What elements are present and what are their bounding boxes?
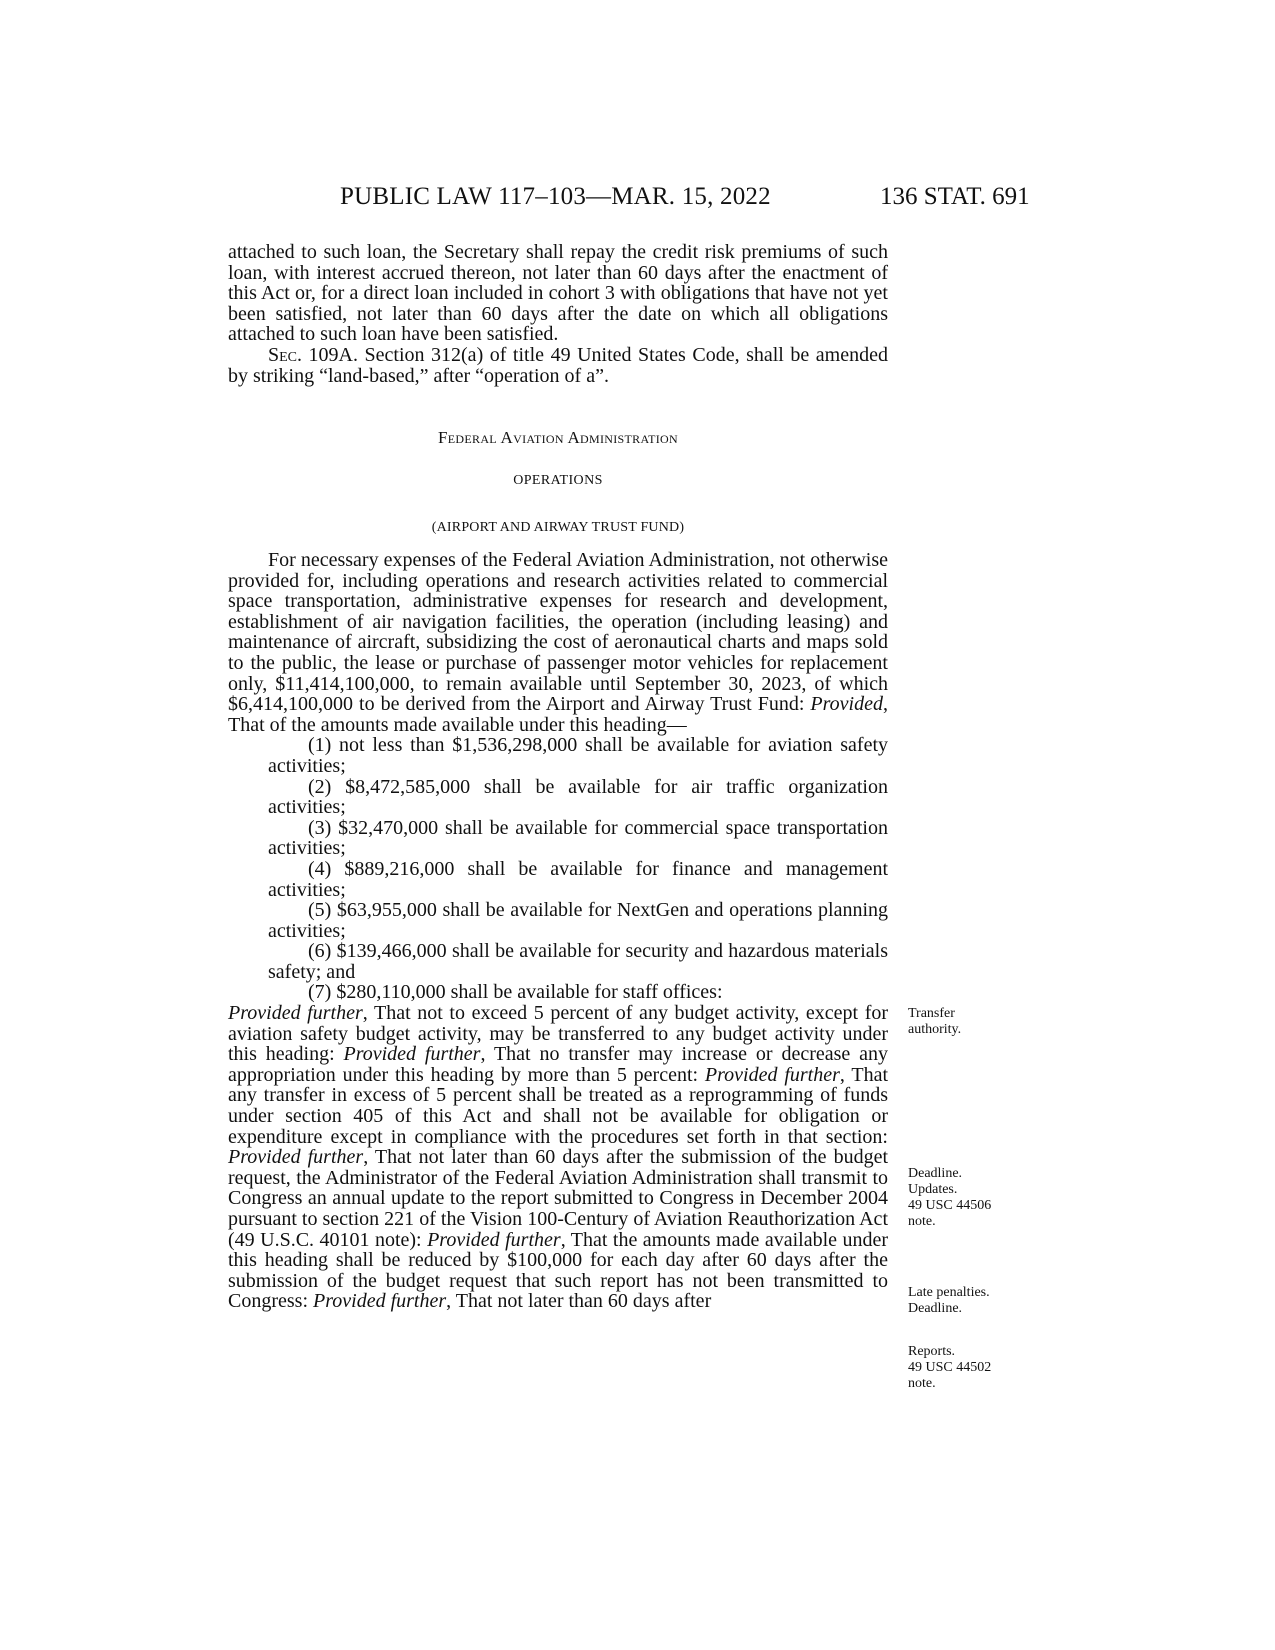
list-item: (3) $32,470,000 shall be available for commercial space transportation activities; (268, 816, 888, 860)
margin-note-reports: Reports. 49 USC 44502 note. (908, 1344, 992, 1391)
page-header-stat-reference: 136 STAT. 691 (880, 183, 1030, 210)
section-label: Sec. 109A. (268, 343, 358, 366)
list-item: (7) $280,110,000 shall be available for staff offices: (308, 981, 723, 1004)
appropriation-paragraph: For necessary expenses of the Federal Aviation Administration, not otherwise provided for, including operations and research activities related to commercial space transportation, administrative expenses for research and development, establishment of air navigation facilities, the operation (including leasing) and maintenance of aircraft, subsidizing the cost of aeronautical charts and maps sold to the public, the lease or purchase of passenger motor vehicles for replacement only, $11,414,100,000, to remain available until September 30, 2023, of which $6,414,100,000 to be derived from the Airport and Airway Trust Fund: Provided, That of the amounts made available under this heading— (228, 549, 888, 736)
list-item: (6) $139,466,000 shall be available for security and hazardous materials safety; and (268, 940, 888, 983)
intro-text (228, 242, 888, 386)
provisos-paragraph: Provided further, That not to exceed 5 percent of any budget activity, except for aviation safety budget activity, may be transferred to any budget activity under this heading: Provided further, That no transfer may increase or decrease any appropriation under this heading by more than 5 percent: Provided further, That any transfer in excess of 5 percent shall be treated as a reprogramming of funds under section 405 of this Act and shall not be available for obligation or expenditure except in compliance with the procedures set forth in that section: Provided further, That not later than 60 days after the submission of the budget request, the Administrator of the Federal Aviation Administration shall transmit to Congress an annual update to the report submitted to Congress in December 2004 pursuant to section 221 of the Vision 100-Century of Aviation Reauthorization Act (49 U.S.C. 40101 note): Provided further, That the amounts made available under this heading shall be reduced by $100,000 for each day after 60 days after the submission of the budget request that such report has not been transmitted to Congress: Provided further, That not later than 60 days after (228, 1002, 889, 1313)
margin-note-transfer-authority: Transfer authority. (908, 1006, 962, 1037)
list-item: (5) $63,955,000 shall be available for NextGen and operations planning activities; (268, 899, 888, 942)
section-109a-paragraph (228, 345, 888, 386)
account-heading: OPERATIONS (513, 473, 603, 488)
list-item: (2) $8,472,585,000 shall be available for air traffic organization activities; (268, 775, 888, 819)
page-header-title: PUBLIC LAW 117–103—MAR. 15, 2022 (340, 183, 771, 210)
agency-heading: Federal Aviation Administration (438, 428, 678, 447)
list-item: (4) $889,216,000 shall be available for finance and management activities; (268, 857, 888, 901)
continued-paragraph: attached to such loan, the Secretary shall repay the credit risk premiums of such loan, with interest accrued thereon, not later than 60 days after the enactment of this Act or, for a direct loan included in cohort 3 with obligations that have not yet been satisfied, not later than 60 days after the date on which all obligations attached to such loan have been satisfied. (228, 241, 888, 346)
margin-note-deadline-updates: Deadline. Updates. 49 USC 44506 note. (908, 1166, 992, 1229)
fund-heading: (AIRPORT AND AIRWAY TRUST FUND) (431, 520, 685, 535)
margin-note-late-penalties: Late penalties. Deadline. (908, 1285, 990, 1316)
operations-text (228, 550, 888, 1312)
list-item: (1) not less than $1,536,298,000 shall be available for aviation safety activities; (268, 734, 888, 777)
section-text: Section 312(a) of title 49 United States Code, shall be amended by striking “land-based,” after “operation of a”. (228, 343, 888, 387)
